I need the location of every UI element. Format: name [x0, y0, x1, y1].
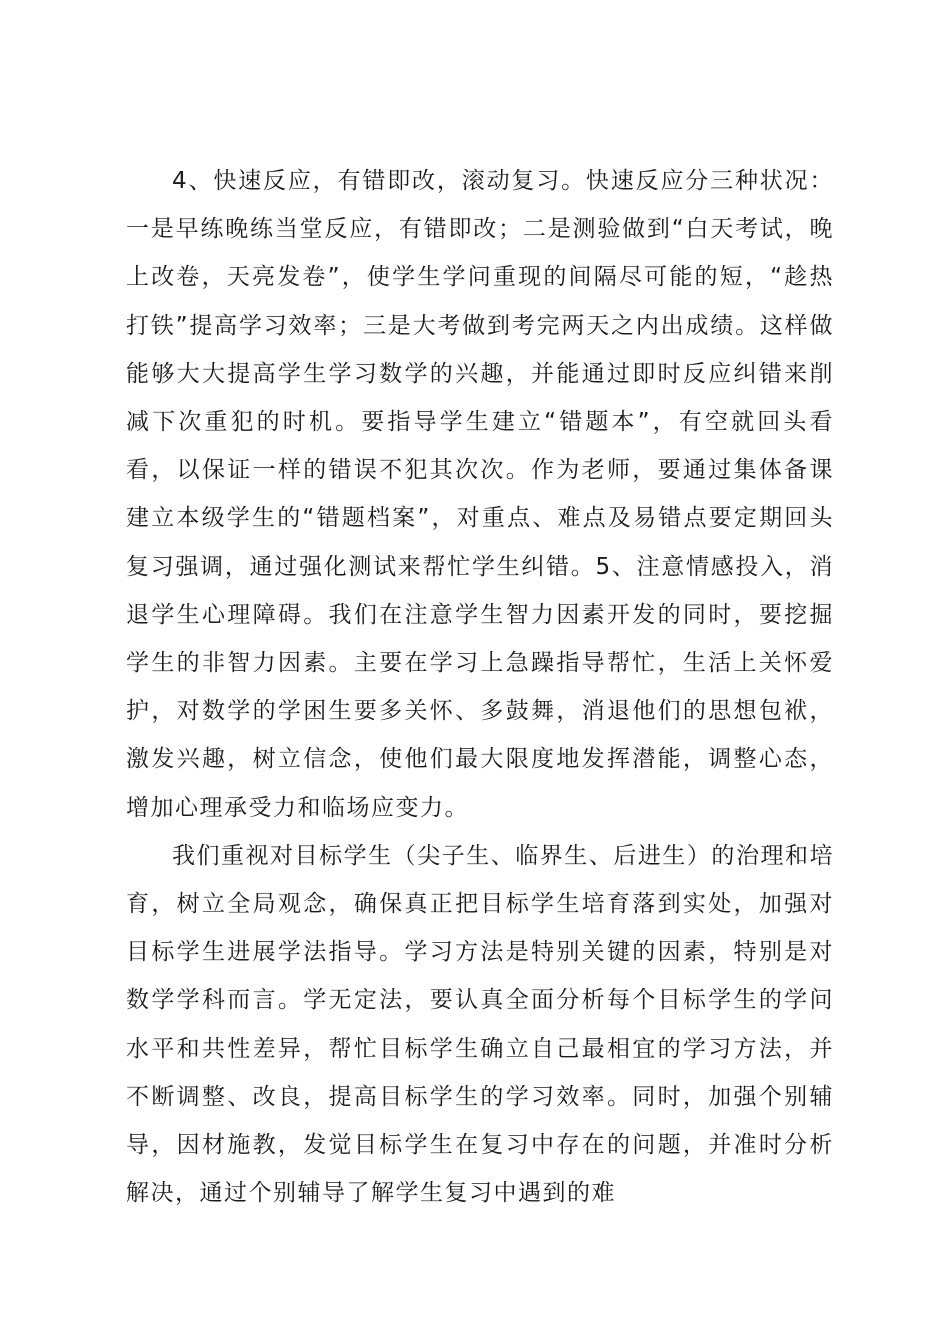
paragraph-target-students: 我们重视对目标学生（尖子生、临界生、后进生）的治理和培育，树立全局观念，确保真正把目标学生培育落到实处，加强对目标学生进展学法指导。学习方法是特别关键的因素，特别是对数学学科而言。学无定法，要认真全面分析每个目标学生的学问水平和共性差异，帮忙目标学生确立自己最相宜的学习方法，并不断调整、改良，提高目标学生的学习效率。同时，加强个别辅导，因材施教，发觉目标学生在复习中存在的问题，并准时分析解决，通过个别辅导了解学生复习中遇到的难 — [126, 842, 834, 1207]
paragraph-review-strategy: 4、快速反应，有错即改，滚动复习。快速反应分三种状况：一是早练晚练当堂反应，有错即改；二是测验做到“白天考试，晚上改卷，天亮发卷”，使学生学问重现的间隔尽可能的短，“趁热打铁”提高学习效率；三是大考做到考完两天之内出成绩。这样做能够大大提高学生学习数学的兴趣，并能通过即时反应纠错来削减下次重犯的时机。要指导学生建立“错题本”，有空就回头看看，以保证一样的错误不犯其次次。作为老师，要通过集体备课建立本级学生的“错题档案”，对重点、难点及易错点要定期回头复习强调，通过强化测试来帮忙学生纠错。5、注意情感投入，消退学生心理障碍。我们在注意学生智力因素开发的同时，要挖掘学生的非智力因素。主要在学习上急躁指导帮忙，生活上关怀爱护，对数学的学困生要多关怀、多鼓舞，消退他们的思想包袱，激发兴趣，树立信念，使他们最大限度地发挥潜能，调整心态，增加心理承受力和临场应变力。 — [126, 168, 834, 821]
body-text — [126, 157, 834, 1217]
